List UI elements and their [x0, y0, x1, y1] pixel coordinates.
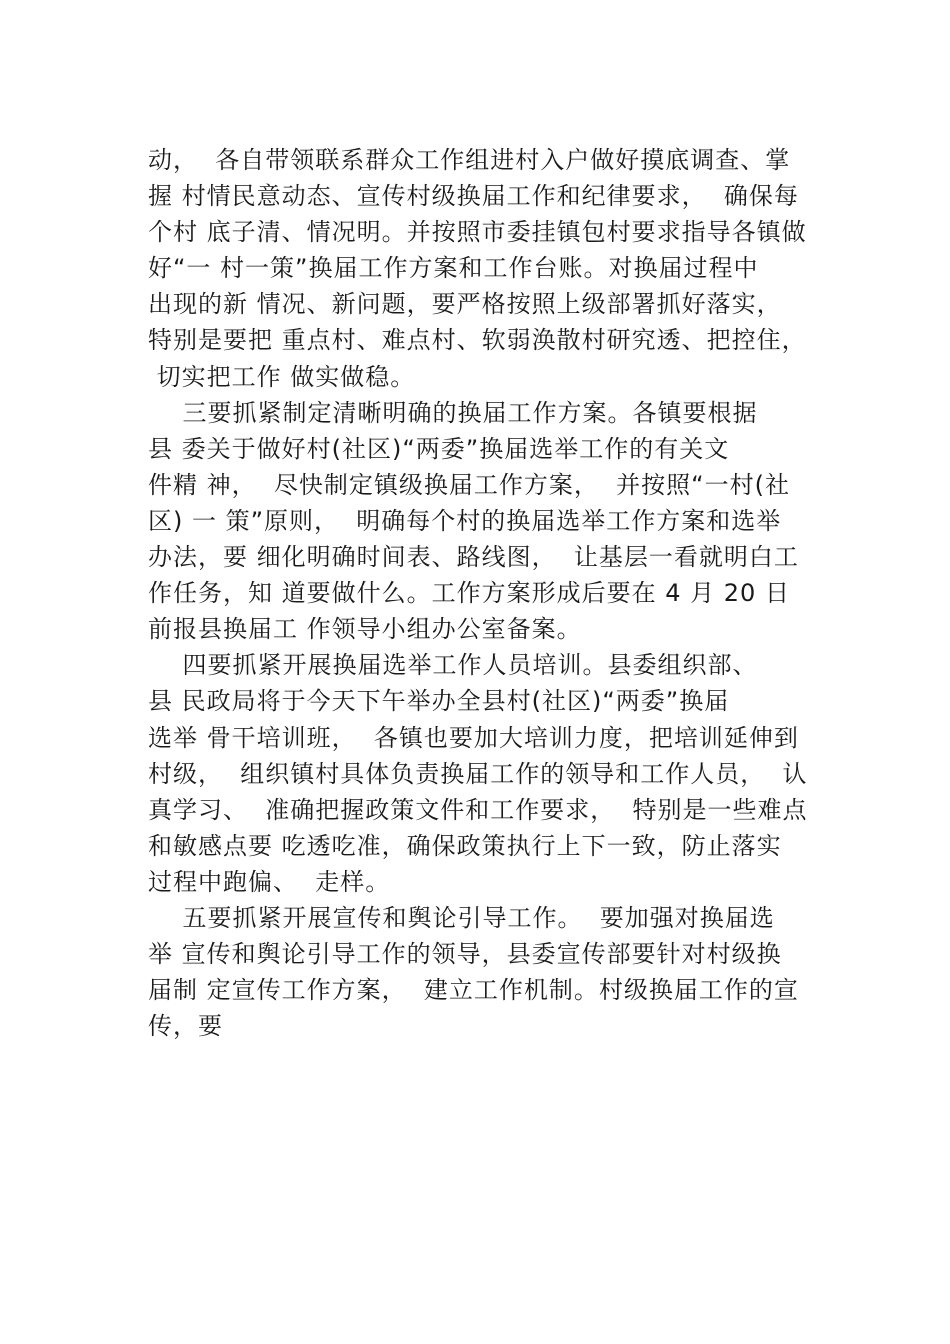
text-line: 前报县换届工 作领导小组办公室备案。 [148, 615, 582, 644]
text-line: 选举 骨干培训班， 各镇也要加大培训力度，把培训延伸到 [148, 723, 799, 752]
text-line: 办法，要 细化明确时间表、路线图， 让基层一看就明白工 [148, 543, 799, 572]
text-line: 真学习、 准确把握政策文件和工作要求， 特别是一些难点 [148, 795, 808, 824]
text-line: 区) 一 策”原则， 明确每个村的换届选举工作方案和选举 [148, 506, 782, 535]
text-line: 好“一 村一策”换届工作方案和工作台账。对换届过程中 [148, 254, 759, 283]
text-line: 三要抓紧制定清晰明确的换届工作方案。各镇要根据 [148, 398, 758, 427]
text-line: 握 村情民意动态、宣传村级换届工作和纪律要求， 确保每 [148, 182, 799, 211]
text-line: 县 委关于做好村(社区)“两委”换届选举工作的有关文 [148, 434, 730, 463]
text-line: 过程中跑偏、 走样。 [148, 867, 391, 896]
text-line: 作任务，知 道要做什么。工作方案形成后要在 4 月 20 日 [148, 579, 790, 608]
text-line: 出现的新 情况、新问题，要严格按照上级部署抓好落实， [148, 290, 782, 319]
text-line: 村级， 组织镇村具体负责换届工作的领导和工作人员， 认 [148, 759, 808, 788]
text-line: 举 宣传和舆论引导工作的领导，县委宣传部要针对村级换 [148, 940, 782, 969]
text-line: 和敏感点要 吃透吃准，确保政策执行上下一致，防止落实 [148, 831, 782, 860]
text-line: 四要抓紧开展换届选举工作人员培训。县委组织部、 [148, 651, 758, 680]
text-line: 传，要 [148, 1012, 223, 1041]
text-line: 件精 神， 尽快制定镇级换届工作方案， 并按照“一村(社 [148, 470, 790, 499]
text-line: 五要抓紧开展宣传和舆论引导工作。 要加强对换届选 [148, 903, 775, 932]
text-line: 县 民政局将于今天下午举办全县村(社区)“两委”换届 [148, 687, 730, 716]
text-line: 特别是要把 重点村、难点村、软弱涣散村研究透、把控住， [148, 326, 807, 355]
text-line: 切实把工作 做实做稳。 [148, 362, 416, 391]
text-line: 届制 定宣传工作方案， 建立工作机制。村级换届工作的宣 [148, 976, 799, 1005]
text-line: 动， 各自带领联系群众工作组进村入户做好摸底调查、掌 [148, 146, 791, 174]
text-line: 个村 底子清、情况明。并按照市委挂镇包村要求指导各镇做 [148, 218, 807, 247]
body-text [148, 142, 828, 1044]
